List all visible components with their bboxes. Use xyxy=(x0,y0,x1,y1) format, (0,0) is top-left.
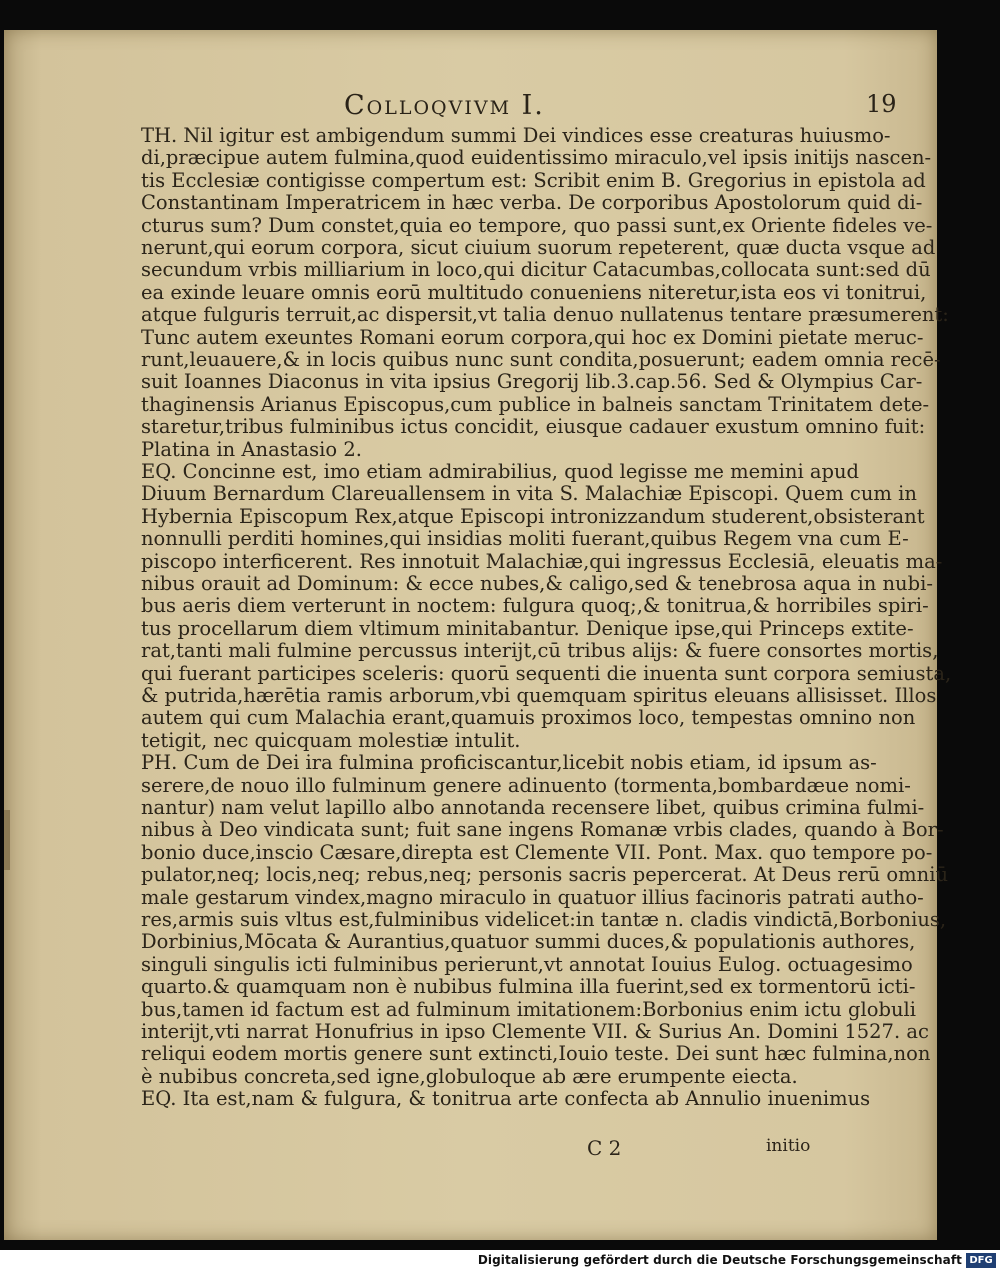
text-line: serere,de nouo illo fulminum genere adinuento (tormenta,bombardæue nomi- xyxy=(141,773,911,797)
text-line: di,præcipue autem fulmina,quod euidentissimo miraculo,vel ipsis initijs nascen- xyxy=(141,146,932,170)
text-line: tus procellarum diem vltimum minitabantur. Denique ipse,qui Princeps extite- xyxy=(141,616,914,640)
text-line: Dorbinius,Mōcata & Aurantius,quatuor summi duces,& populationis authores, xyxy=(141,930,916,954)
text-line: nantur) nam velut lapillo albo annotanda recensere libet, quibus crimina fulmi- xyxy=(141,796,925,819)
text-line: thaginensis Arianus Episcopus,cum publice in balneis sanctam Trinitatem dete- xyxy=(141,392,930,416)
text-line: bus,tamen id factum est ad fulminum imitationem:Borbonius enim ictu globuli xyxy=(141,997,917,1021)
text-line: PH. Cum de Dei ira fulmina proficiscantur,licebit nobis etiam, id ipsum as- xyxy=(141,751,877,775)
running-title: Colloqvivm I. xyxy=(344,90,545,121)
text-line: staretur,tribus fulminibus ictus concidit, eiusque cadauer exustum omnino fuit: xyxy=(141,415,926,439)
text-line: rat,tanti mali fulmine percussus interijt,cū tribus alijs: & fuere consortes mortis, xyxy=(141,639,939,663)
text-line: res,armis suis vltus est,fulminibus videlicet:in tantæ n. cladis vindictā,Borbonius, xyxy=(141,908,947,931)
page-header xyxy=(4,82,937,122)
text-line: Tunc autem exeuntes Romani eorum corpora,qui hoc ex Domini pietate meruc- xyxy=(141,325,924,349)
text-line: ea exinde leuare omnis eorū multitudo conueniens niteretur,ista eos vi tonitrui, xyxy=(141,280,927,304)
text-line: piscopo interficerent. Res innotuit Malachiæ,qui ingressus Ecclesiā, eleuatis ma- xyxy=(141,549,943,573)
page-edge-tab xyxy=(4,810,10,870)
text-line: nibus à Deo vindicata sunt; fuit sane ingens Romanæ vrbis clades, quando à Bor- xyxy=(141,818,944,842)
text-line: & putrida,hærētia ramis arborum,vbi quemquam spiritus eleuans allisisset. Illos xyxy=(141,684,937,707)
text-line: Diuum Bernardum Clareuallensem in vita S. Malachiæ Episcopi. Quem cum in xyxy=(141,482,917,506)
text-line: singuli singulis icti fulminibus perierunt,vt annotat Iouius Eulog. octuagesimo xyxy=(141,952,913,976)
footer-bar xyxy=(0,1250,1000,1272)
signature-mark: C 2 xyxy=(587,1136,622,1160)
text-line: bus aeris diem verterunt in noctem: fulgura quoq;,& tonitrua,& horribiles spiri- xyxy=(141,594,929,618)
text-line: nonnulli perditi homines,qui insidias moliti fuerant,quibus Regem vna cum E- xyxy=(141,527,909,551)
text-line: cturus sum? Dum constet,quia eo tempore, quo passi sunt,ex Oriente fideles ve- xyxy=(141,213,933,237)
text-line: suit Ioannes Diaconus in vita ipsius Gregorij lib.3.cap.56. Sed & Olympius Car- xyxy=(141,370,923,394)
text-line: interijt,vti narrat Honufrius in ipso Clemente VII. & Surius An. Domini 1527. ac xyxy=(141,1020,929,1043)
text-line: TH. Nil igitur est ambigendum summi Dei vindices esse creaturas huiusmo- xyxy=(141,124,891,147)
text-line: quarto.& quamquam non è nubibus fulmina illa fuerint,sed ex tormentorū icti- xyxy=(141,975,916,999)
text-line: nerunt,qui eorum corpora, sicut ciuium suorum repeterent, quæ ducta vsque ad xyxy=(141,236,936,259)
text-line: bonio duce,inscio Cæsare,direpta est Clemente VII. Pont. Max. quo tempore po- xyxy=(141,840,933,864)
text-line: qui fuerant participes sceleris: quorū sequenti die inuenta sunt corpora semiusta, xyxy=(141,661,952,685)
text-line: nibus orauit ad Dominum: & ecce nubes,& caligo,sed & tenebrosa aqua in nubi- xyxy=(141,572,933,595)
funding-notice: Digitalisierung gefördert durch die Deutsche Forschungsgemeinschaft xyxy=(477,1253,962,1267)
text-line: atque fulguris terruit,ac dispersit,vt talia denuo nullatenus tentare præsumerent: xyxy=(141,303,949,327)
text-line: reliqui eodem mortis genere sunt extincti,Iouio teste. Dei sunt hæc fulmina,non xyxy=(141,1042,931,1066)
text-line: è nubibus concreta,sed igne,globuloque ab ære erumpente eiecta. xyxy=(141,1064,798,1088)
text-line: EQ. Ita est,nam & fulgura, & tonitrua arte confecta ab Annulio inuenimus xyxy=(141,1087,871,1111)
dfg-logo: DFG xyxy=(966,1253,996,1268)
text-line: Platina in Anastasio 2. xyxy=(141,437,362,461)
text-line: autem qui cum Malachia erant,quamuis proximos loco, tempestas omnino non xyxy=(141,706,916,730)
text-line: pulator,neq; locis,neq; rebus,neq; personis sacris pepercerat. At Deus rerū omniū xyxy=(141,863,949,887)
text-line: runt,leuauere,& in locis quibus nunc sunt condita,posuerunt; eadem omnia recē- xyxy=(141,348,941,371)
text-line: male gestarum vindex,magno miraculo in quatuor illius facinoris patrati autho- xyxy=(141,885,924,909)
text-line: Hybernia Episcopum Rex,atque Episcopi intronizzandum studerent,obsisterant xyxy=(141,504,925,528)
book-page xyxy=(4,30,952,1240)
text-line: Constantinam Imperatricem in hæc verba. De corporibus Apostolorum quid di- xyxy=(141,191,923,215)
catchword: initio xyxy=(766,1136,811,1156)
text-line: EQ. Concinne est, imo etiam admirabilius, quod legisse me memini apud xyxy=(141,460,860,483)
text-line: secundum vrbis milliarium in loco,qui dicitur Catacumbas,collocata sunt:sed dū xyxy=(141,258,931,282)
text-line: tetigit, nec quicquam molestiæ intulit. xyxy=(141,728,521,752)
text-line: tis Ecclesiæ contigisse compertum est: Scribit enim B. Gregorius in epistola ad xyxy=(141,168,926,192)
page-number: 19 xyxy=(866,90,897,118)
